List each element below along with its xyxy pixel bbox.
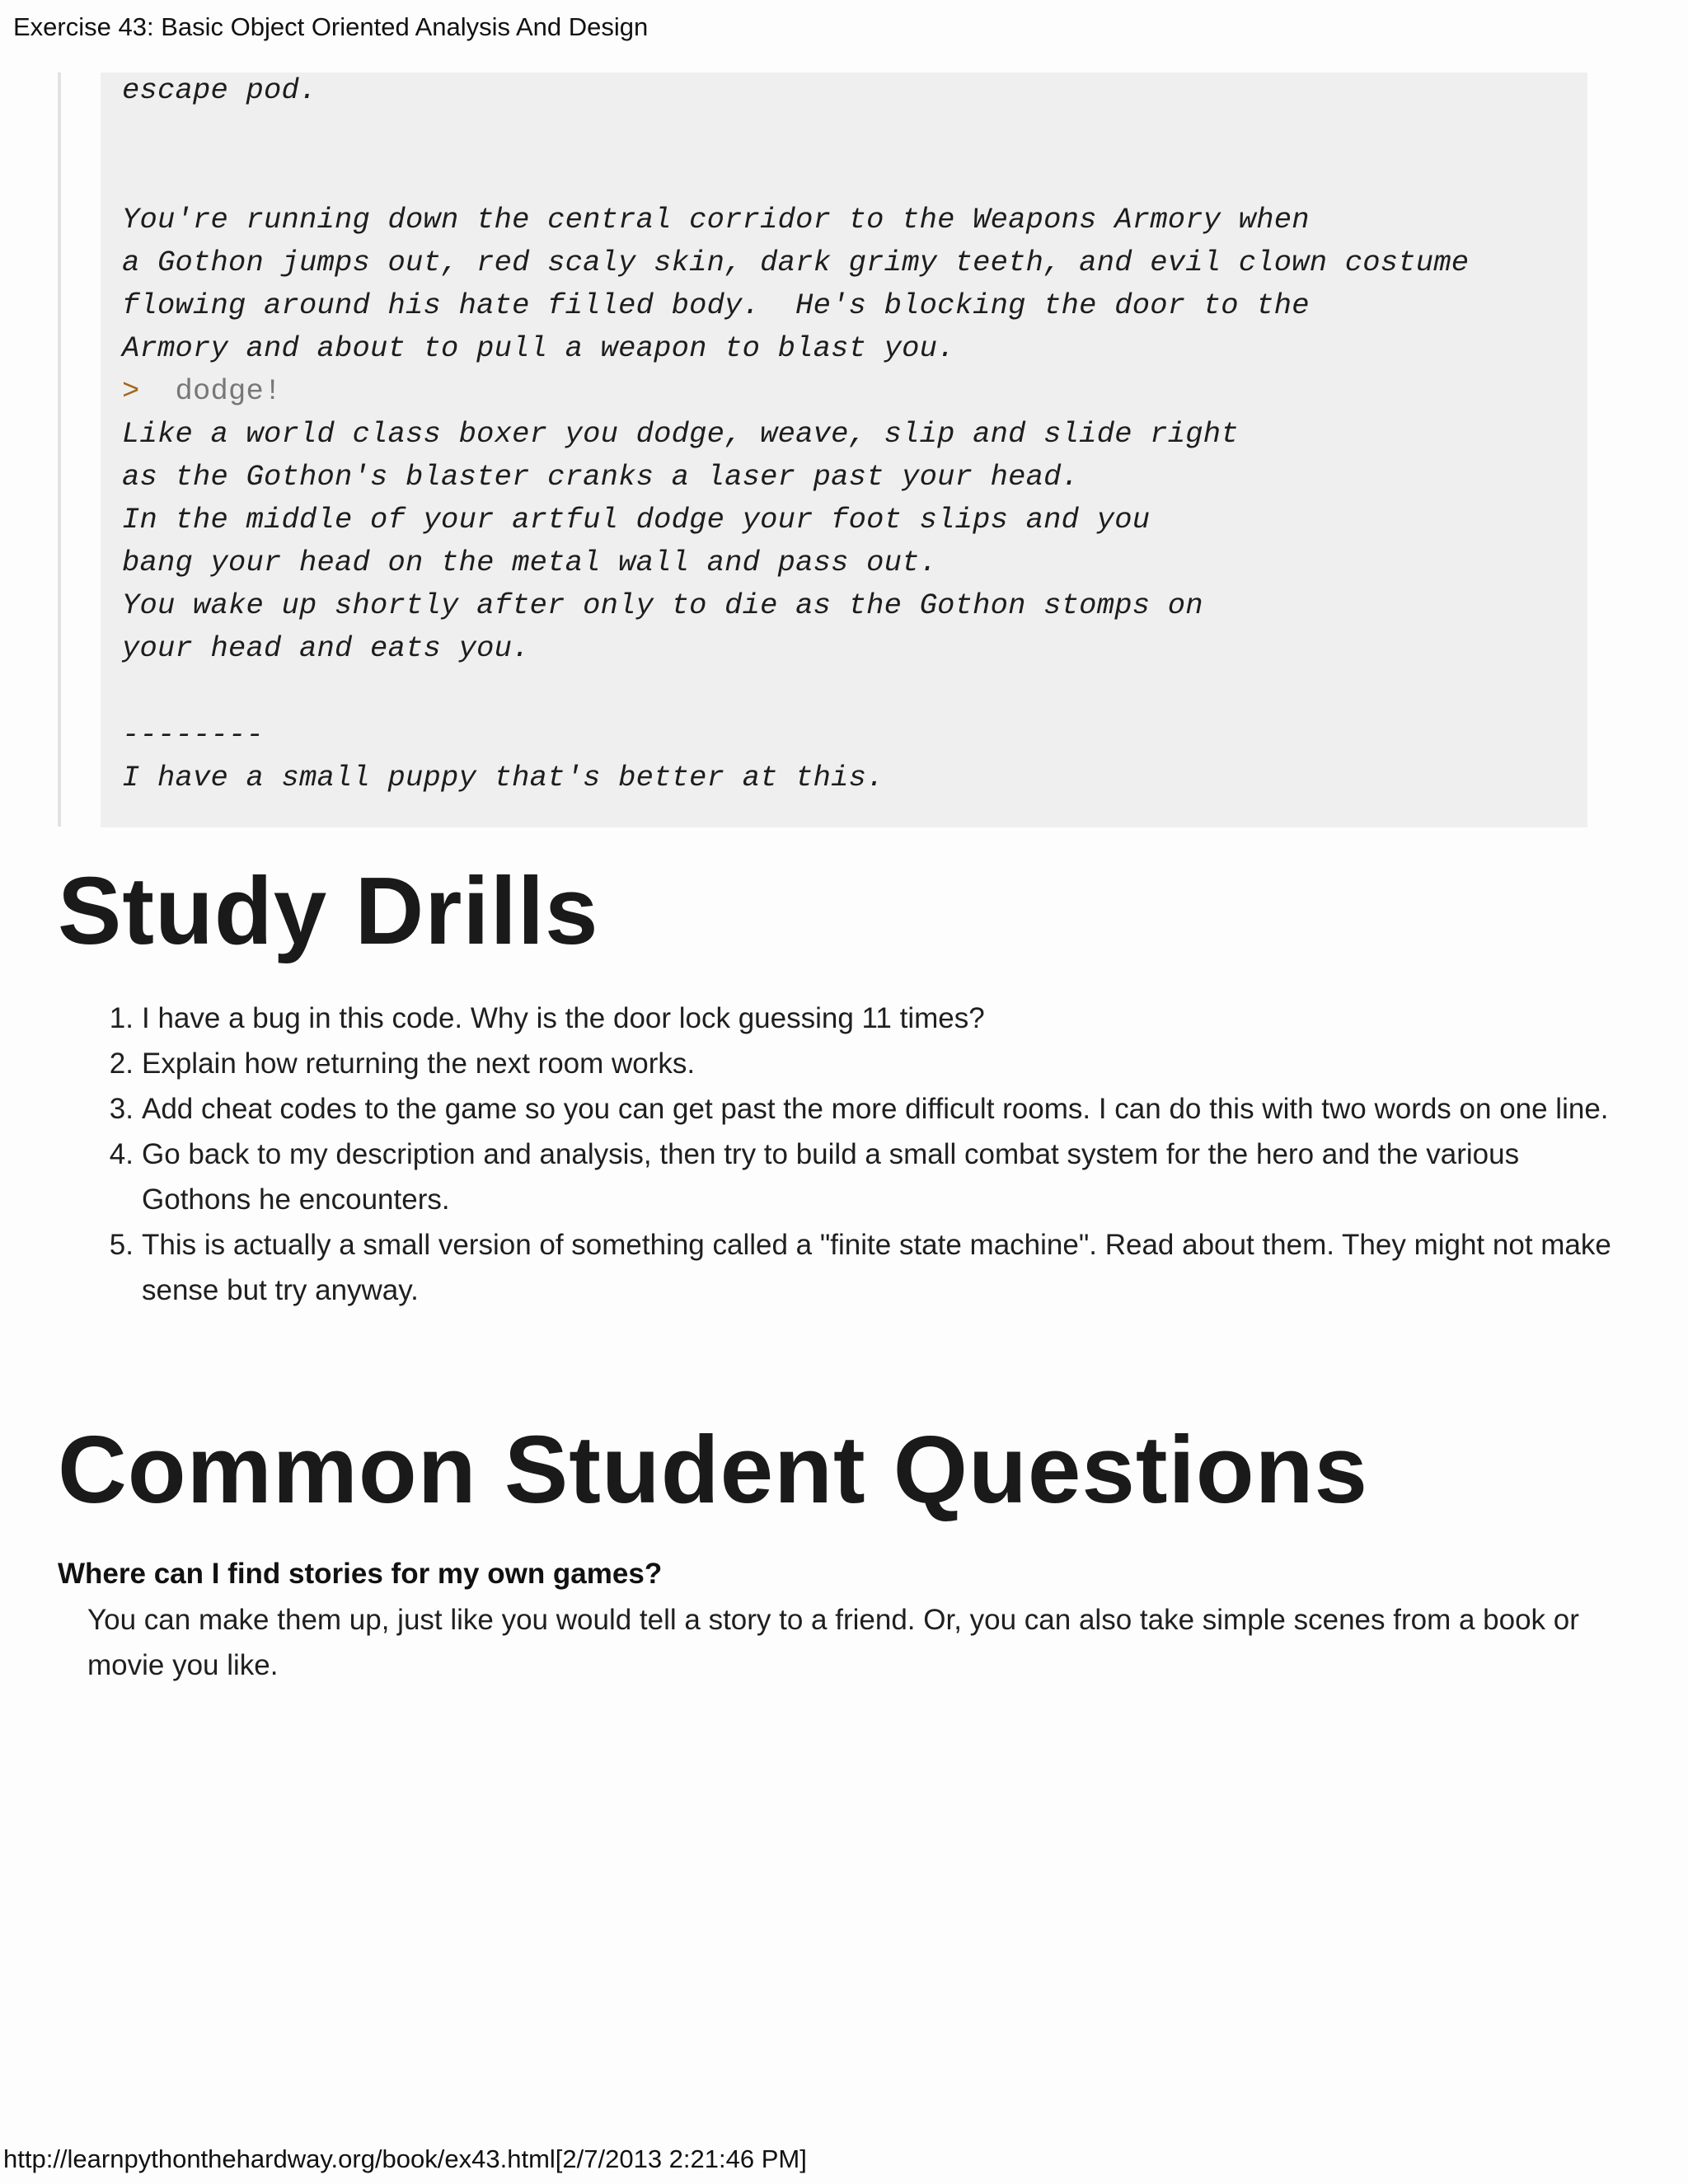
page-header-title: Exercise 43: Basic Object Oriented Analysis And Design (13, 12, 649, 41)
study-drills-heading: Study Drills (58, 857, 599, 964)
code-line: You wake up shortly after only to die as the Gothon stomps on (122, 588, 1203, 622)
list-number: 5. (109, 1229, 134, 1261)
list-number: 4. (109, 1138, 134, 1170)
code-line: escape pod. (122, 73, 317, 107)
faq-answer: You can make them up, just like you would tell a story to a friend. Or, you can also take simple scenes from a book or movie you like. (87, 1604, 1579, 1681)
code-line: flowing around his hate filled body. He's blocking the door to the (122, 288, 1310, 322)
list-item (82, 1222, 1632, 1313)
list-item-text: This is actually a small version of something called a "finite state machine". Read about them. They might not make sense but try anyway. (142, 1229, 1611, 1306)
list-item-text: Explain how returning the next room works. (142, 1047, 696, 1080)
code-line: your head and eats you. (122, 631, 530, 665)
list-item-text: Go back to my description and analysis, then try to build a small combat system for the hero and the various Gothons he encounters. (142, 1138, 1520, 1216)
list-number: 1. (109, 1002, 134, 1034)
prompt-input: dodge! (175, 374, 282, 408)
list-item (82, 1086, 1632, 1132)
code-line: bang your head on the metal wall and pass out. (122, 546, 938, 579)
code-line: Armory and about to pull a weapon to blast you. (122, 331, 955, 365)
code-line: I have a small puppy that's better at this. (122, 761, 884, 794)
code-line: You're running down the central corridor to the Weapons Armory when (122, 203, 1310, 237)
list-item-text: Add cheat codes to the game so you can get past the more difficult rooms. I can do this with two words on one line. (142, 1093, 1609, 1125)
list-number: 2. (109, 1047, 134, 1080)
blockquote-bar (58, 73, 61, 827)
footer-url: http://learnpythonthehardway.org/book/ex43.html[2/7/2013 2:21:46 PM] (3, 2144, 807, 2173)
code-line: as the Gothon's blaster cranks a laser past your head. (122, 460, 1080, 494)
common-questions-heading: Common Student Questions (58, 1416, 1368, 1523)
list-item (82, 996, 1632, 1041)
list-item (82, 1041, 1632, 1086)
code-line: a Gothon jumps out, red scaly skin, dark grimy teeth, and evil clown costume (122, 246, 1470, 279)
code-line: -------- (122, 718, 265, 752)
code-line: In the middle of your artful dodge your foot slips and you (122, 503, 1151, 537)
list-number: 3. (109, 1093, 134, 1125)
faq-question: Where can I find stories for my own games? (58, 1558, 663, 1590)
study-drills-list (82, 996, 1632, 1313)
code-output-block (101, 73, 1587, 827)
prompt-caret: > (122, 374, 140, 408)
code-line: Like a world class boxer you dodge, weave, slip and slide right (122, 417, 1239, 451)
list-item (82, 1132, 1632, 1222)
list-item-text: I have a bug in this code. Why is the door lock guessing 11 times? (142, 1002, 985, 1034)
prompt-line (122, 373, 282, 410)
